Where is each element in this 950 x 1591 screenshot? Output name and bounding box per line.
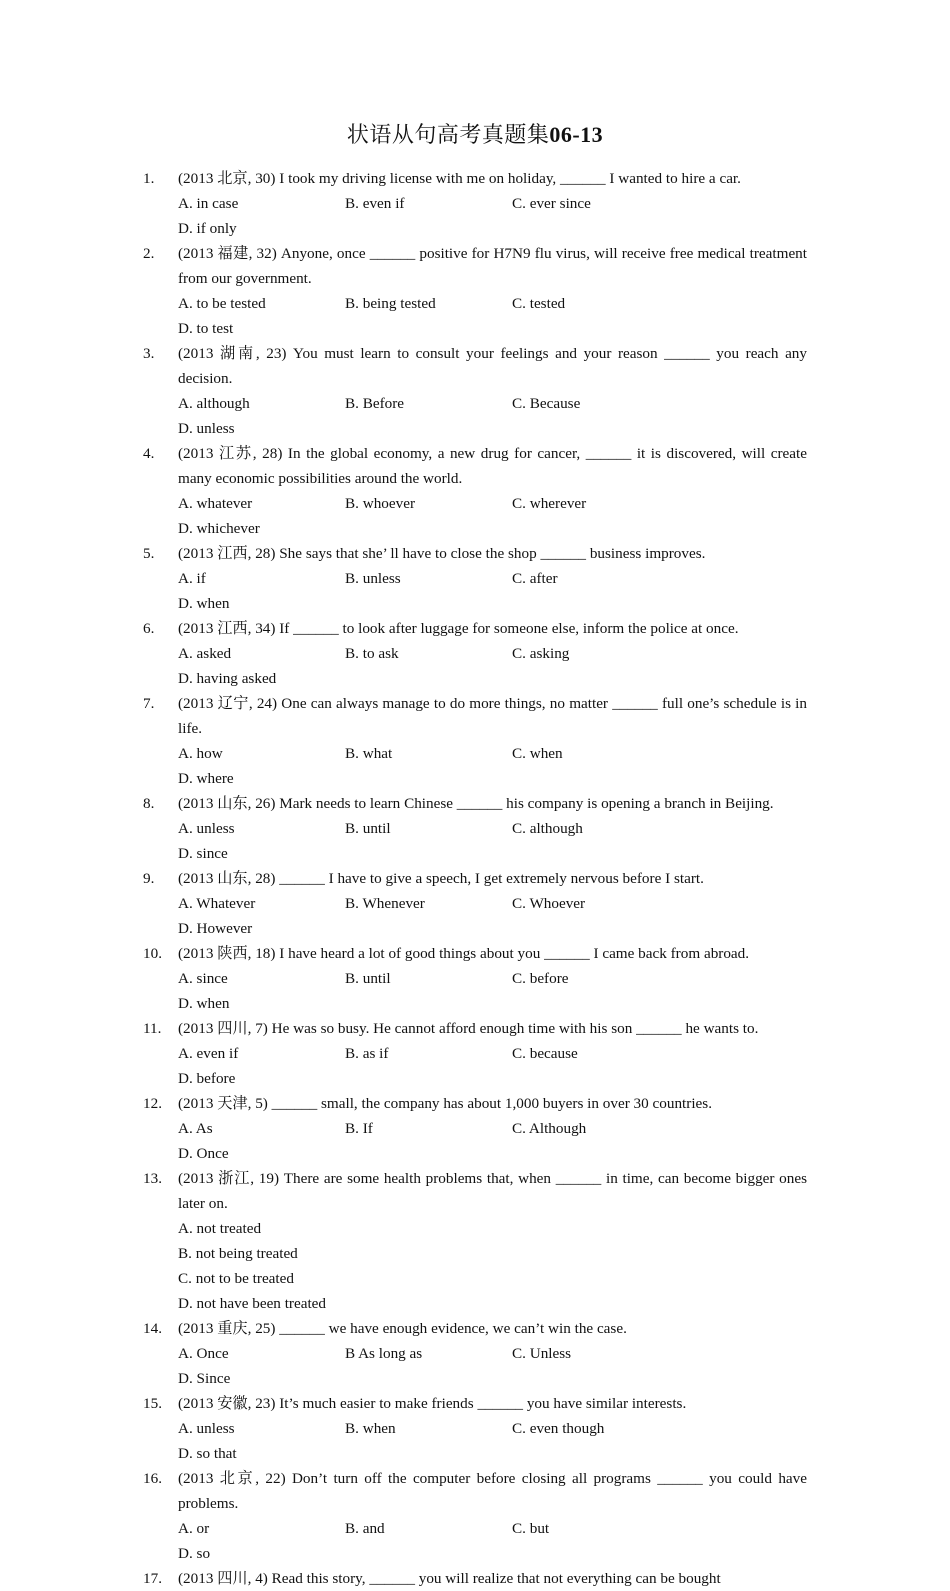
answer-option: D. when bbox=[178, 595, 230, 612]
question-item bbox=[143, 791, 807, 866]
question-number: 3. bbox=[143, 345, 155, 362]
question-number: 9. bbox=[143, 870, 155, 887]
answer-option: A. since bbox=[178, 970, 228, 987]
question-stem: (2013 重庆, 25) ______ we have enough evidence, we can’t win the case. bbox=[178, 1320, 627, 1337]
answer-option: B. being tested bbox=[345, 295, 436, 312]
question-item bbox=[143, 1316, 807, 1391]
answer-option: B. when bbox=[345, 1420, 396, 1437]
answer-option: D. since bbox=[178, 845, 228, 862]
answer-option: B. If bbox=[345, 1120, 373, 1137]
answer-option: D. not have been treated bbox=[178, 1295, 327, 1312]
answer-options bbox=[178, 491, 807, 541]
answer-option: C. wherever bbox=[512, 495, 587, 512]
question-number: 4. bbox=[143, 445, 155, 462]
answer-option: A. whatever bbox=[178, 495, 253, 512]
answer-option: D. Since bbox=[178, 1370, 231, 1387]
answer-option: D. so that bbox=[178, 1445, 237, 1462]
answer-options bbox=[178, 1516, 807, 1566]
answer-option: A. As bbox=[178, 1120, 213, 1137]
question-item bbox=[143, 1091, 807, 1166]
question-item bbox=[143, 691, 807, 791]
question-item bbox=[143, 941, 807, 1016]
answer-option: D. having asked bbox=[178, 670, 277, 687]
question-stem: (2013 福建, 32) Anyone, once ______ positive for H7N9 flu virus, will receive free medical treatment from our government. bbox=[178, 245, 807, 287]
question-item bbox=[143, 541, 807, 616]
answer-option: A. unless bbox=[178, 820, 235, 837]
answer-options bbox=[178, 191, 807, 241]
answer-option: C. after bbox=[512, 570, 558, 587]
answer-option: B. what bbox=[345, 745, 393, 762]
answer-option: C. before bbox=[512, 970, 569, 987]
question-stem: (2013 江苏, 28) In the global economy, a new drug for cancer, ______ it is discovered, will create many economic possibilities around the world. bbox=[178, 445, 807, 487]
answer-option: A. to be tested bbox=[178, 295, 266, 312]
title-chinese: 状语从句高考真题集 bbox=[346, 122, 550, 147]
question-number: 2. bbox=[143, 245, 155, 262]
question-number: 13. bbox=[143, 1170, 162, 1187]
question-item bbox=[143, 1166, 807, 1316]
answer-option: D. where bbox=[178, 770, 234, 787]
answer-option: B. unless bbox=[345, 570, 401, 587]
answer-option: B. not being treated bbox=[178, 1245, 298, 1262]
answer-option: D. Once bbox=[178, 1145, 229, 1162]
answer-options bbox=[178, 816, 807, 866]
answer-option: A. not treated bbox=[178, 1220, 262, 1237]
answer-option: C. because bbox=[512, 1045, 578, 1062]
answer-option: A. if bbox=[178, 570, 206, 587]
answer-option: C. tested bbox=[512, 295, 566, 312]
answer-option: D. to test bbox=[178, 320, 234, 337]
answer-options bbox=[178, 741, 807, 791]
answer-options bbox=[178, 1216, 807, 1316]
question-list bbox=[143, 166, 807, 1591]
answer-option: C. although bbox=[512, 820, 583, 837]
page-title bbox=[0, 119, 950, 151]
answer-option: B. and bbox=[345, 1520, 385, 1537]
question-number: 12. bbox=[143, 1095, 162, 1112]
answer-option: A. Once bbox=[178, 1345, 229, 1362]
question-number: 6. bbox=[143, 620, 155, 637]
answer-options bbox=[178, 966, 807, 1016]
question-item bbox=[143, 166, 807, 241]
question-stem: (2013 安徽, 23) It’s much easier to make friends ______ you have similar interests. bbox=[178, 1395, 687, 1412]
answer-option: C. not to be treated bbox=[178, 1270, 294, 1287]
question-stem: (2013 辽宁, 24) One can always manage to do more things, no matter ______ full one’s schedule is in life. bbox=[178, 695, 807, 737]
answer-option: A. although bbox=[178, 395, 250, 412]
answer-option: A. even if bbox=[178, 1045, 239, 1062]
answer-option: A. unless bbox=[178, 1420, 235, 1437]
answer-options bbox=[178, 891, 807, 941]
answer-options bbox=[178, 1341, 807, 1391]
question-stem: (2013 天津, 5) ______ small, the company has about 1,000 buyers in over 30 countries. bbox=[178, 1095, 713, 1112]
question-stem: (2013 北京, 22) Don’t turn off the computer before closing all programs ______ you could have problems. bbox=[178, 1470, 807, 1512]
question-stem: (2013 四川, 7) He was so busy. He cannot afford enough time with his son ______ he wants to. bbox=[178, 1020, 759, 1037]
answer-option: B. Before bbox=[345, 395, 405, 412]
question-item bbox=[143, 1466, 807, 1566]
question-stem: (2013 陕西, 18) I have heard a lot of good things about you ______ I came back from abroad. bbox=[178, 945, 750, 962]
answer-option: B. until bbox=[345, 970, 391, 987]
answer-option: C. ever since bbox=[512, 195, 591, 212]
answer-option: B As long as bbox=[345, 1345, 423, 1362]
answer-option: C. Whoever bbox=[512, 895, 586, 912]
question-stem: (2013 江西, 34) If ______ to look after luggage for someone else, inform the police at once. bbox=[178, 620, 739, 637]
answer-option: C. asking bbox=[512, 645, 570, 662]
answer-option: C. even though bbox=[512, 1420, 605, 1437]
question-item bbox=[143, 1016, 807, 1091]
question-stem: (2013 北京, 30) I took my driving license with me on holiday, ______ I wanted to hire a car. bbox=[178, 170, 741, 187]
question-number: 11. bbox=[143, 1020, 162, 1037]
answer-options bbox=[178, 1041, 807, 1091]
title-number: 06-13 bbox=[549, 122, 604, 147]
answer-option: A. in case bbox=[178, 195, 239, 212]
answer-options bbox=[178, 1416, 807, 1466]
question-number: 7. bbox=[143, 695, 155, 712]
question-number: 15. bbox=[143, 1395, 162, 1412]
answer-option: A. asked bbox=[178, 645, 232, 662]
answer-option: C. Although bbox=[512, 1120, 587, 1137]
question-item bbox=[143, 616, 807, 691]
answer-option: D. if only bbox=[178, 220, 237, 237]
answer-option: B. to ask bbox=[345, 645, 399, 662]
question-number: 14. bbox=[143, 1320, 162, 1337]
answer-options bbox=[178, 641, 807, 691]
answer-option: A. or bbox=[178, 1520, 210, 1537]
answer-option: C. Unless bbox=[512, 1345, 572, 1362]
question-item bbox=[143, 866, 807, 941]
answer-option: D. so bbox=[178, 1545, 211, 1562]
answer-options bbox=[178, 391, 807, 441]
question-stem: (2013 江西, 28) She says that she’ ll have to close the shop ______ business improves. bbox=[178, 545, 706, 562]
question-number: 16. bbox=[143, 1470, 162, 1487]
question-item bbox=[143, 341, 807, 441]
question-item bbox=[143, 241, 807, 341]
answer-option: C. but bbox=[512, 1520, 550, 1537]
question-number: 8. bbox=[143, 795, 155, 812]
answer-option: D. whichever bbox=[178, 520, 260, 537]
question-stem: (2013 浙江, 19) There are some health problems that, when ______ in time, can become bigger ones later on. bbox=[178, 1170, 807, 1212]
answer-option: D. unless bbox=[178, 420, 235, 437]
question-number: 5. bbox=[143, 545, 155, 562]
answer-option: A. Whatever bbox=[178, 895, 256, 912]
answer-option: D. before bbox=[178, 1070, 236, 1087]
answer-options bbox=[178, 291, 807, 341]
answer-option: B. whoever bbox=[345, 495, 416, 512]
answer-option: B. Whenever bbox=[345, 895, 425, 912]
question-stem: (2013 山东, 28) ______ I have to give a speech, I get extremely nervous before I start. bbox=[178, 870, 704, 887]
question-number: 1. bbox=[143, 170, 155, 187]
answer-options bbox=[178, 1116, 807, 1166]
question-number: 10. bbox=[143, 945, 162, 962]
question-item bbox=[143, 1391, 807, 1466]
answer-option: C. when bbox=[512, 745, 563, 762]
question-stem: (2013 山东, 26) Mark needs to learn Chinese ______ his company is opening a branch in Beijing. bbox=[178, 795, 774, 812]
answer-option: B. until bbox=[345, 820, 391, 837]
answer-option: B. as if bbox=[345, 1045, 389, 1062]
answer-option: B. even if bbox=[345, 195, 405, 212]
question-number: 17. bbox=[143, 1570, 162, 1587]
question-item bbox=[143, 1566, 807, 1591]
answer-option: D. However bbox=[178, 920, 253, 937]
answer-option: D. when bbox=[178, 995, 230, 1012]
answer-option: C. Because bbox=[512, 395, 581, 412]
answer-option: A. how bbox=[178, 745, 223, 762]
question-stem: (2013 四川, 4) Read this story, ______ you will realize that not everything can be bought bbox=[178, 1570, 721, 1587]
question-item bbox=[143, 441, 807, 541]
question-stem: (2013 湖南, 23) You must learn to consult your feelings and your reason ______ you reach any decision. bbox=[178, 345, 807, 387]
answer-options bbox=[178, 566, 807, 616]
